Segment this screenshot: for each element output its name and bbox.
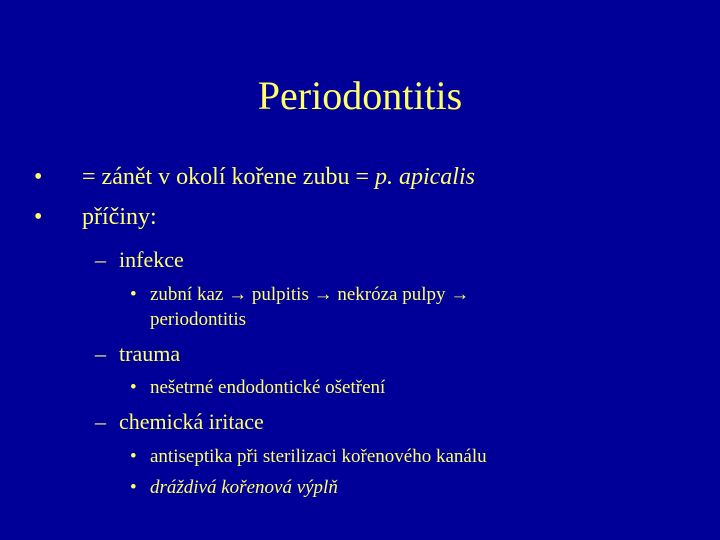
infection-detail bbox=[130, 283, 469, 307]
chemical-detail-1 bbox=[130, 445, 487, 469]
chemical-detail-2-text: dráždivá kořenová výplň bbox=[150, 477, 338, 498]
trauma-detail-text: nešetrné endodontické ošetření bbox=[150, 377, 386, 398]
bullet-causes bbox=[34, 203, 157, 231]
infection-detail-line1: zubní kaz → pulpitis → nekróza pulpy → bbox=[150, 284, 470, 305]
causes-label: příčiny: bbox=[82, 204, 157, 230]
bullet-icon: • bbox=[130, 377, 137, 398]
dash-icon: – bbox=[95, 409, 106, 434]
bullet-icon: • bbox=[130, 477, 137, 498]
infection-label: infekce bbox=[119, 247, 184, 272]
chemical-label: chemická iritace bbox=[119, 409, 264, 434]
trauma-detail bbox=[130, 376, 385, 400]
bullet-icon: • bbox=[34, 164, 43, 190]
subitem-chemical bbox=[95, 409, 264, 435]
infection-detail-continuation: periodontitis bbox=[150, 309, 247, 330]
subitem-infection bbox=[95, 247, 184, 273]
bullet-icon: • bbox=[34, 204, 43, 230]
trauma-label: trauma bbox=[119, 341, 181, 366]
bullet-icon: • bbox=[130, 446, 137, 467]
chemical-detail-2 bbox=[130, 476, 338, 500]
bullet-icon: • bbox=[130, 284, 137, 305]
subitem-trauma bbox=[95, 341, 180, 367]
slide-title: Periodontitis bbox=[257, 73, 463, 118]
dash-icon: – bbox=[95, 247, 106, 272]
bullet-definition bbox=[34, 163, 475, 191]
dash-icon: – bbox=[95, 341, 106, 366]
chemical-detail-1-text: antiseptika při sterilizaci kořenového kanálu bbox=[150, 446, 487, 467]
definition-text: = zánět v okolí kořene zubu = bbox=[82, 164, 375, 190]
definition-italic: p. apicalis bbox=[374, 164, 475, 190]
